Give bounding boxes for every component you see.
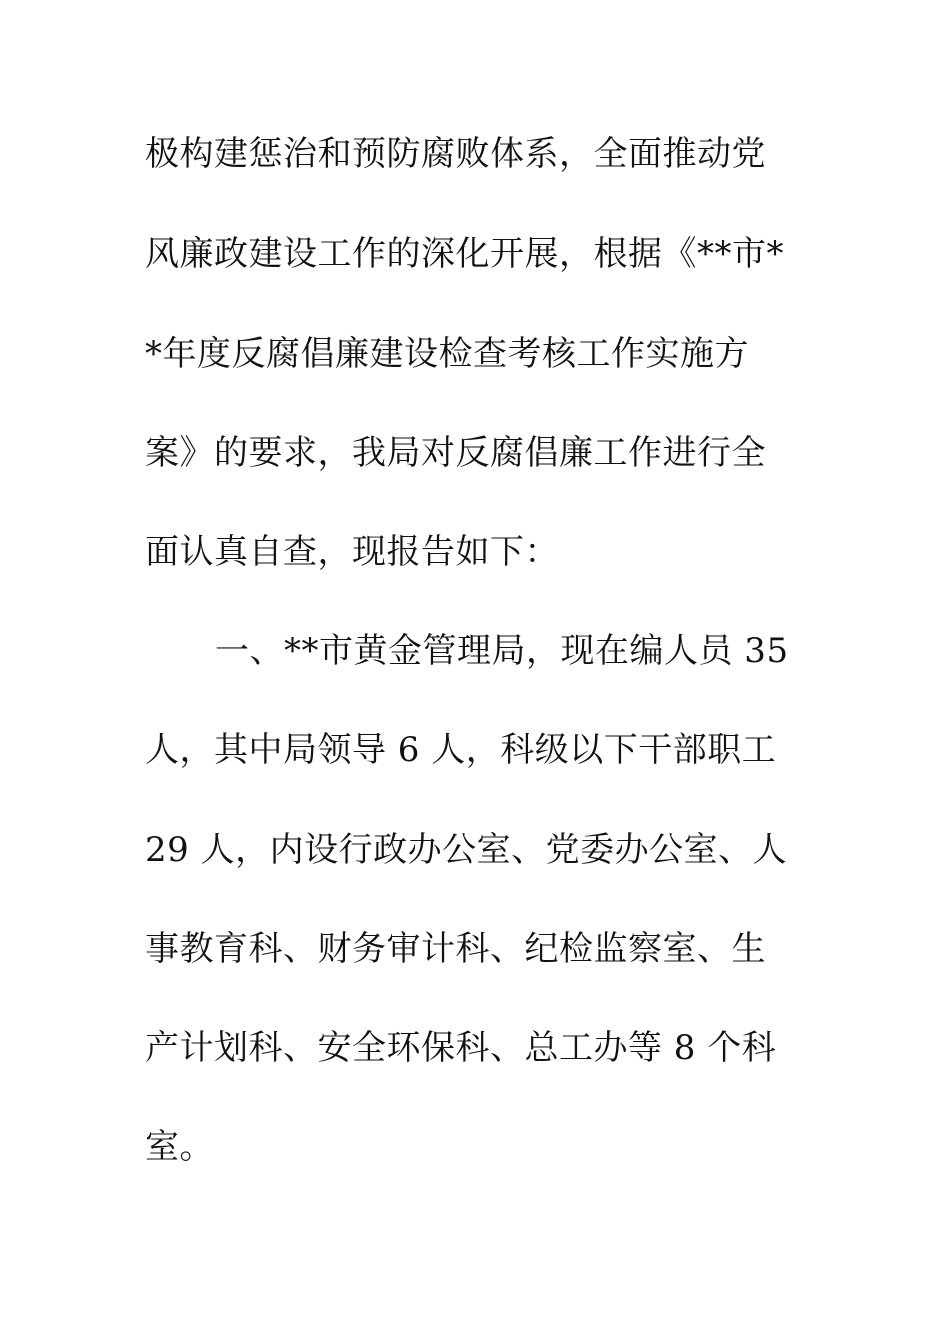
paragraph-line: 风廉政建设工作的深化开展，根据《**市* — [145, 234, 784, 274]
paragraph-line: 一、**市黄金管理局，现在编人员 35 — [215, 631, 789, 671]
paragraph-line: 事教育科、财务审计科、纪检监察室、生 — [145, 929, 766, 969]
paragraph-line: 案》的要求，我局对反腐倡廉工作进行全 — [145, 433, 766, 473]
paragraph-line: 29 人，内设行政办公室、党委办公室、人 — [145, 830, 788, 870]
paragraph-line: 面认真自查，现报告如下： — [145, 532, 559, 572]
paragraph-line: *年度反腐倡廉建设检查考核工作实施方 — [145, 334, 749, 374]
paragraph-line: 产计划科、安全环保科、总工办等 8 个科 — [145, 1028, 777, 1068]
paragraph-line: 极构建惩治和预防腐败体系，全面推动党 — [145, 134, 766, 174]
paragraph-line: 室。 — [145, 1127, 214, 1167]
paragraph-line: 人，其中局领导 6 人，科级以下干部职工 — [145, 730, 777, 770]
